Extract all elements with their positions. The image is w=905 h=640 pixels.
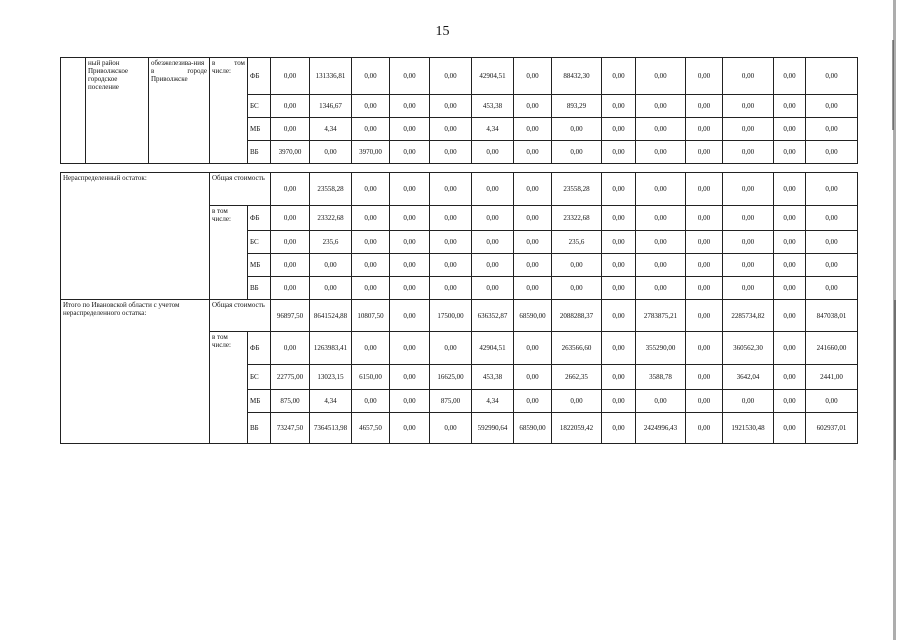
total-value-cell: 0,00 — [686, 173, 723, 206]
value-cell: 875,00 — [271, 390, 310, 413]
total-value-cell: 2783875,21 — [636, 300, 686, 332]
value-cell: 592990,64 — [472, 413, 514, 444]
value-cell: 0,00 — [514, 277, 552, 300]
value-cell: 0,00 — [390, 254, 430, 277]
value-cell: 0,00 — [636, 254, 686, 277]
value-cell: 0,00 — [723, 141, 774, 164]
value-cell: 0,00 — [514, 231, 552, 254]
value-cell: 875,00 — [430, 390, 472, 413]
value-cell: 42904,51 — [472, 58, 514, 95]
value-cell: 0,00 — [686, 390, 723, 413]
value-cell: 0,00 — [271, 206, 310, 231]
value-cell: 4,34 — [472, 118, 514, 141]
value-cell: 355290,00 — [636, 332, 686, 365]
value-cell: 0,00 — [472, 141, 514, 164]
total-value-cell: 636352,87 — [472, 300, 514, 332]
value-cell: 0,00 — [514, 95, 552, 118]
value-cell: 73247,50 — [271, 413, 310, 444]
value-cell: 2424996,43 — [636, 413, 686, 444]
total-value-cell: 23558,28 — [552, 173, 602, 206]
value-cell: 0,00 — [602, 231, 636, 254]
total-value-cell: 0,00 — [271, 173, 310, 206]
value-cell: 42904,51 — [472, 332, 514, 365]
total-value-cell: 17500,00 — [430, 300, 472, 332]
value-cell: 68590,00 — [514, 413, 552, 444]
value-cell: 0,00 — [271, 95, 310, 118]
value-cell: 0,00 — [602, 95, 636, 118]
object-name-cell: обезжелезива-ния в городе Приволжске — [149, 58, 210, 164]
value-cell: 0,00 — [390, 141, 430, 164]
value-cell: 1921530,48 — [723, 413, 774, 444]
total-value-cell: 23558,28 — [310, 173, 352, 206]
total-value-cell: 0,00 — [352, 173, 390, 206]
value-cell: 0,00 — [806, 118, 858, 141]
value-cell: 0,00 — [430, 118, 472, 141]
value-cell: 0,00 — [806, 254, 858, 277]
value-cell: 0,00 — [602, 254, 636, 277]
value-cell: 0,00 — [430, 277, 472, 300]
total-value-cell: 847038,01 — [806, 300, 858, 332]
value-cell: 3642,04 — [723, 365, 774, 390]
budget-source-code: МБ — [248, 118, 271, 141]
value-cell: 0,00 — [472, 277, 514, 300]
value-cell: 0,00 — [686, 206, 723, 231]
total-value-cell: 2088288,37 — [552, 300, 602, 332]
value-cell: 0,00 — [310, 254, 352, 277]
value-cell: 0,00 — [686, 254, 723, 277]
value-cell: 0,00 — [723, 277, 774, 300]
value-cell: 0,00 — [774, 118, 806, 141]
value-cell: 360562,30 — [723, 332, 774, 365]
section-total-row — [61, 173, 858, 206]
value-cell: 7364513,98 — [310, 413, 352, 444]
budget-table-totals — [60, 172, 858, 444]
value-cell: 0,00 — [430, 141, 472, 164]
value-cell: 0,00 — [552, 141, 602, 164]
value-cell: 893,29 — [552, 95, 602, 118]
value-cell: 235,6 — [310, 231, 352, 254]
total-cost-label: Общая стоимость — [210, 300, 271, 332]
value-cell: 0,00 — [514, 365, 552, 390]
value-cell: 0,00 — [723, 58, 774, 95]
value-cell: 0,00 — [774, 365, 806, 390]
total-value-cell: 0,00 — [806, 173, 858, 206]
value-cell: 0,00 — [602, 365, 636, 390]
value-cell: 0,00 — [774, 390, 806, 413]
value-cell: 0,00 — [636, 277, 686, 300]
value-cell: 0,00 — [430, 254, 472, 277]
budget-source-code: ФБ — [248, 332, 271, 365]
value-cell: 0,00 — [774, 141, 806, 164]
budget-source-code: МБ — [248, 254, 271, 277]
value-cell: 0,00 — [774, 413, 806, 444]
total-value-cell: 0,00 — [686, 300, 723, 332]
value-cell: 0,00 — [686, 277, 723, 300]
value-cell: 453,38 — [472, 95, 514, 118]
value-cell: 2662,35 — [552, 365, 602, 390]
value-cell: 0,00 — [390, 365, 430, 390]
value-cell: 0,00 — [636, 58, 686, 95]
value-cell: 0,00 — [390, 413, 430, 444]
value-cell: 0,00 — [723, 254, 774, 277]
value-cell: 4657,50 — [352, 413, 390, 444]
value-cell: 0,00 — [472, 206, 514, 231]
value-cell: 0,00 — [390, 231, 430, 254]
value-cell: 0,00 — [636, 390, 686, 413]
value-cell: 0,00 — [806, 390, 858, 413]
value-cell: 0,00 — [806, 206, 858, 231]
value-cell: 0,00 — [686, 413, 723, 444]
value-cell: 0,00 — [390, 206, 430, 231]
value-cell: 0,00 — [514, 254, 552, 277]
value-cell: 0,00 — [352, 332, 390, 365]
budget-source-code: БС — [248, 95, 271, 118]
value-cell: 0,00 — [774, 254, 806, 277]
budget-source-code: МБ — [248, 390, 271, 413]
section-total-row — [61, 300, 858, 332]
value-cell: 0,00 — [430, 58, 472, 95]
value-cell: 23322,68 — [310, 206, 352, 231]
value-cell: 0,00 — [430, 413, 472, 444]
total-cost-label: Общая стоимость — [210, 173, 271, 206]
table-row — [61, 58, 858, 95]
value-cell: 0,00 — [271, 254, 310, 277]
total-value-cell: 0,00 — [774, 173, 806, 206]
total-value-cell: 0,00 — [430, 173, 472, 206]
total-value-cell: 0,00 — [390, 173, 430, 206]
value-cell: 0,00 — [602, 58, 636, 95]
value-cell: 0,00 — [352, 277, 390, 300]
value-cell: 0,00 — [723, 390, 774, 413]
value-cell: 0,00 — [774, 206, 806, 231]
value-cell: 453,38 — [472, 365, 514, 390]
value-cell: 0,00 — [310, 277, 352, 300]
value-cell: 0,00 — [514, 141, 552, 164]
value-cell: 0,00 — [514, 58, 552, 95]
value-cell: 1263983,41 — [310, 332, 352, 365]
value-cell: 3588,78 — [636, 365, 686, 390]
value-cell: 22775,00 — [271, 365, 310, 390]
budget-source-code: ВБ — [248, 413, 271, 444]
value-cell: 0,00 — [806, 231, 858, 254]
value-cell: 235,6 — [552, 231, 602, 254]
value-cell: 0,00 — [390, 118, 430, 141]
value-cell: 6150,00 — [352, 365, 390, 390]
scan-edge-mark — [888, 0, 900, 640]
value-cell: 0,00 — [472, 231, 514, 254]
value-cell: 0,00 — [723, 95, 774, 118]
total-value-cell: 0,00 — [514, 173, 552, 206]
value-cell: 13023,15 — [310, 365, 352, 390]
value-cell: 0,00 — [352, 206, 390, 231]
value-cell: 0,00 — [390, 95, 430, 118]
total-value-cell: 0,00 — [602, 300, 636, 332]
value-cell: 241660,00 — [806, 332, 858, 365]
value-cell: 0,00 — [390, 277, 430, 300]
municipality-name-cell: ный район Приволжское городское поселение — [86, 58, 149, 164]
value-cell: 3970,00 — [352, 141, 390, 164]
value-cell: 0,00 — [602, 390, 636, 413]
value-cell: 0,00 — [271, 231, 310, 254]
budget-source-code: ФБ — [248, 206, 271, 231]
value-cell: 3970,00 — [271, 141, 310, 164]
value-cell: 0,00 — [514, 332, 552, 365]
value-cell: 0,00 — [271, 118, 310, 141]
value-cell: 0,00 — [806, 95, 858, 118]
value-cell: 0,00 — [352, 95, 390, 118]
value-cell: 1822059,42 — [552, 413, 602, 444]
value-cell: 0,00 — [602, 141, 636, 164]
section-title-cell: Нераспределенный остаток: — [61, 173, 210, 300]
value-cell: 0,00 — [514, 390, 552, 413]
value-cell: 0,00 — [806, 141, 858, 164]
value-cell: 0,00 — [774, 231, 806, 254]
value-cell: 0,00 — [636, 95, 686, 118]
value-cell: 131336,81 — [310, 58, 352, 95]
value-cell: 2441,00 — [806, 365, 858, 390]
total-value-cell: 8641524,88 — [310, 300, 352, 332]
value-cell: 0,00 — [686, 118, 723, 141]
value-cell: 0,00 — [430, 95, 472, 118]
value-cell: 88432,30 — [552, 58, 602, 95]
total-value-cell: 0,00 — [636, 173, 686, 206]
value-cell: 0,00 — [352, 231, 390, 254]
value-cell: 0,00 — [636, 118, 686, 141]
value-cell: 4,34 — [310, 118, 352, 141]
total-value-cell: 0,00 — [472, 173, 514, 206]
value-cell: 0,00 — [271, 277, 310, 300]
total-value-cell: 68590,00 — [514, 300, 552, 332]
value-cell: 0,00 — [602, 332, 636, 365]
value-cell: 602937,01 — [806, 413, 858, 444]
value-cell: 0,00 — [602, 413, 636, 444]
value-cell: 0,00 — [430, 206, 472, 231]
budget-source-code: БС — [248, 365, 271, 390]
value-cell: 0,00 — [552, 390, 602, 413]
value-cell: 0,00 — [774, 277, 806, 300]
value-cell: 0,00 — [806, 277, 858, 300]
value-cell: 0,00 — [271, 58, 310, 95]
row-number-cell — [61, 58, 86, 164]
subtotal-label-cell: в том числе: — [210, 58, 248, 164]
budget-source-code: ВБ — [248, 141, 271, 164]
value-cell: 0,00 — [636, 231, 686, 254]
value-cell: 4,34 — [310, 390, 352, 413]
budget-source-code: ФБ — [248, 58, 271, 95]
value-cell: 0,00 — [352, 254, 390, 277]
page-number: 15 — [435, 24, 450, 39]
value-cell: 0,00 — [774, 95, 806, 118]
value-cell: 0,00 — [723, 231, 774, 254]
value-cell: 0,00 — [686, 58, 723, 95]
value-cell: 0,00 — [686, 332, 723, 365]
value-cell: 263566,60 — [552, 332, 602, 365]
value-cell: 0,00 — [806, 58, 858, 95]
value-cell: 0,00 — [352, 390, 390, 413]
total-value-cell: 0,00 — [723, 173, 774, 206]
value-cell: 0,00 — [390, 390, 430, 413]
value-cell: 1346,67 — [310, 95, 352, 118]
value-cell: 0,00 — [390, 332, 430, 365]
total-value-cell: 0,00 — [774, 300, 806, 332]
value-cell: 0,00 — [310, 141, 352, 164]
value-cell: 0,00 — [686, 141, 723, 164]
value-cell: 0,00 — [352, 118, 390, 141]
budget-source-code: БС — [248, 231, 271, 254]
subtotal-label-cell: в том числе: — [210, 206, 248, 300]
value-cell: 0,00 — [686, 231, 723, 254]
value-cell: 0,00 — [636, 206, 686, 231]
value-cell: 4,34 — [472, 390, 514, 413]
value-cell: 0,00 — [352, 58, 390, 95]
value-cell: 0,00 — [636, 141, 686, 164]
value-cell: 0,00 — [723, 118, 774, 141]
value-cell: 23322,68 — [552, 206, 602, 231]
budget-table-upper — [60, 57, 858, 164]
value-cell: 0,00 — [774, 58, 806, 95]
value-cell: 0,00 — [552, 254, 602, 277]
total-value-cell: 0,00 — [390, 300, 430, 332]
value-cell: 0,00 — [686, 95, 723, 118]
value-cell: 0,00 — [723, 206, 774, 231]
total-value-cell: 10807,50 — [352, 300, 390, 332]
value-cell: 0,00 — [271, 332, 310, 365]
value-cell: 0,00 — [552, 118, 602, 141]
value-cell: 0,00 — [514, 118, 552, 141]
value-cell: 16625,00 — [430, 365, 472, 390]
total-value-cell: 96897,50 — [271, 300, 310, 332]
value-cell: 0,00 — [430, 231, 472, 254]
value-cell: 0,00 — [602, 118, 636, 141]
total-value-cell: 2285734,82 — [723, 300, 774, 332]
value-cell: 0,00 — [472, 254, 514, 277]
value-cell: 0,00 — [552, 277, 602, 300]
value-cell: 0,00 — [602, 206, 636, 231]
value-cell: 0,00 — [774, 332, 806, 365]
value-cell: 0,00 — [390, 58, 430, 95]
budget-source-code: ВБ — [248, 277, 271, 300]
value-cell: 0,00 — [514, 206, 552, 231]
value-cell: 0,00 — [602, 277, 636, 300]
total-value-cell: 0,00 — [602, 173, 636, 206]
value-cell: 0,00 — [686, 365, 723, 390]
subtotal-label-cell: в том числе: — [210, 332, 248, 444]
value-cell: 0,00 — [430, 332, 472, 365]
section-title-cell: Итого по Ивановской области с учетом нераспределенного остатка: — [61, 300, 210, 444]
